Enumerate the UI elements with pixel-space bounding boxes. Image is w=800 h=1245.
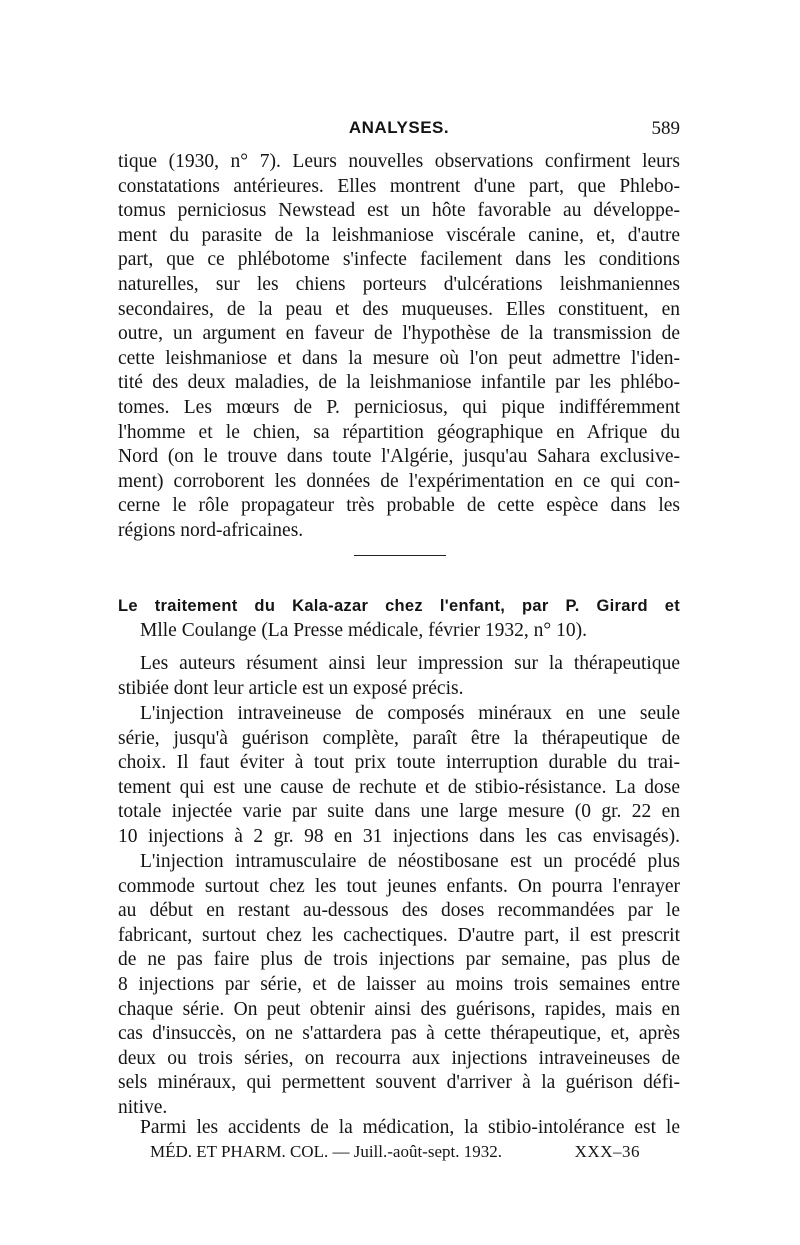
page-number: 589 — [651, 118, 680, 139]
text-line: tité des deux maladies, de la leishmaniose infantile par les phlébo- — [118, 372, 680, 394]
running-header — [118, 118, 680, 146]
text-line: part, que ce phlébotome s'infecte facilement dans les conditions — [118, 249, 680, 271]
article-citation-line: Mlle Coulange (La Presse médicale, février 1932, n° 10). — [140, 619, 587, 641]
text-line: tomus perniciosus Newstead est un hôte favorable au développe- — [118, 200, 680, 222]
journal-reference: MÉD. ET PHARM. COL. — Juill.-août-sept. 1932. — [150, 1142, 502, 1161]
text-line: constatations antérieures. Elles montrent d'une part, que Phlebo- — [118, 175, 680, 197]
text-line: chaque série. On peut obtenir ainsi des guérisons, rapides, mais en — [118, 998, 680, 1020]
section-divider — [354, 555, 446, 556]
section-title: ANALYSES. — [348, 118, 450, 137]
text-line: Nord (on le trouve dans toute l'Algérie, jusqu'au Sahara exclusive- — [118, 446, 680, 468]
text-line: l'homme et le chien, sa répartition géographique en Afrique du — [118, 421, 680, 443]
paragraph-intravenous — [118, 702, 680, 850]
article-heading — [118, 594, 680, 643]
text-line: nitive. — [118, 1096, 168, 1118]
paragraph-intramuscular — [118, 850, 680, 1121]
text-line: Les auteurs résument ainsi leur impression sur la thérapeutique — [140, 653, 680, 674]
paragraph-continued — [118, 150, 680, 544]
text-line: 10 injections à 2 gr. 98 en 31 injections dans les cas envisagés). — [118, 825, 680, 847]
text-line: tique (1930, n° 7). Leurs nouvelles observations confirment leurs — [118, 151, 680, 172]
text-line: L'injection intramusculaire de néostibosane est un procédé plus — [140, 851, 680, 872]
text-line: totale injectée varie par suite dans une large mesure (0 gr. 22 en — [118, 801, 680, 823]
text-line: tomes. Les mœurs de P. perniciosus, qui pique indifféremment — [118, 396, 680, 418]
text-line: série, jusqu'à guérison complète, paraît être la thérapeutique de — [118, 727, 680, 749]
text-line: choix. Il faut éviter à tout prix toute interruption durable du trai- — [118, 752, 680, 774]
text-line: ment du parasite de la leishmaniose viscérale canine, et, d'autre — [118, 224, 680, 246]
text-line: cas d'insuccès, on ne s'attardera pas à cette thérapeutique, et, après — [118, 1023, 680, 1045]
paragraph-intro — [118, 652, 680, 701]
text-line: commode surtout chez les tout jeunes enfants. On pourra l'enrayer — [118, 875, 680, 897]
text-line: ment) corroborent les données de l'expérimentation en ce qui con- — [118, 470, 680, 492]
paragraph-accidents — [118, 1116, 680, 1141]
article-title-line: Le traitement du Kala-azar chez l'enfant, par P. Girard et — [118, 597, 680, 615]
text-line: 8 injections par série, et de laisser au moins trois semaines entre — [118, 973, 680, 995]
text-line: stibiée dont leur article est un exposé précis. — [118, 677, 464, 699]
text-line: fabricant, surtout chez les cachectiques. D'autre part, il est prescrit — [118, 924, 680, 946]
text-line: de ne pas faire plus de trois injections par semaine, pas plus de — [118, 949, 680, 971]
text-line: deux ou trois séries, on recourra aux injections intraveineuses de — [118, 1047, 680, 1069]
text-line: secondaires, de la peau et des muqueuses. Elles constituent, en — [118, 298, 680, 320]
signature-mark: XXX–36 — [574, 1142, 640, 1161]
text-line: régions nord-africaines. — [118, 519, 304, 541]
text-line: au début en restant au-dessous des doses recommandées par le — [118, 900, 680, 922]
text-line: Parmi les accidents de la médication, la stibio-intolérance est le — [140, 1117, 680, 1138]
text-line: cette leishmaniose et dans la mesure où l'on peut admettre l'iden- — [118, 347, 680, 369]
text-line: naturelles, sur les chiens porteurs d'ulcérations leishmaniennes — [118, 273, 680, 295]
text-line: L'injection intraveineuse de composés minéraux en une seule — [140, 703, 680, 724]
text-line: sels minéraux, qui permettent souvent d'arriver à la guérison défi- — [118, 1072, 680, 1094]
text-line: outre, un argument en faveur de l'hypothèse de la transmission de — [118, 323, 680, 345]
text-line: cerne le rôle propagateur très probable de cette espèce dans les — [118, 495, 680, 517]
page-footer — [150, 1142, 640, 1166]
text-line: tement qui est une cause de rechute et de stibio-résistance. La dose — [118, 776, 680, 798]
